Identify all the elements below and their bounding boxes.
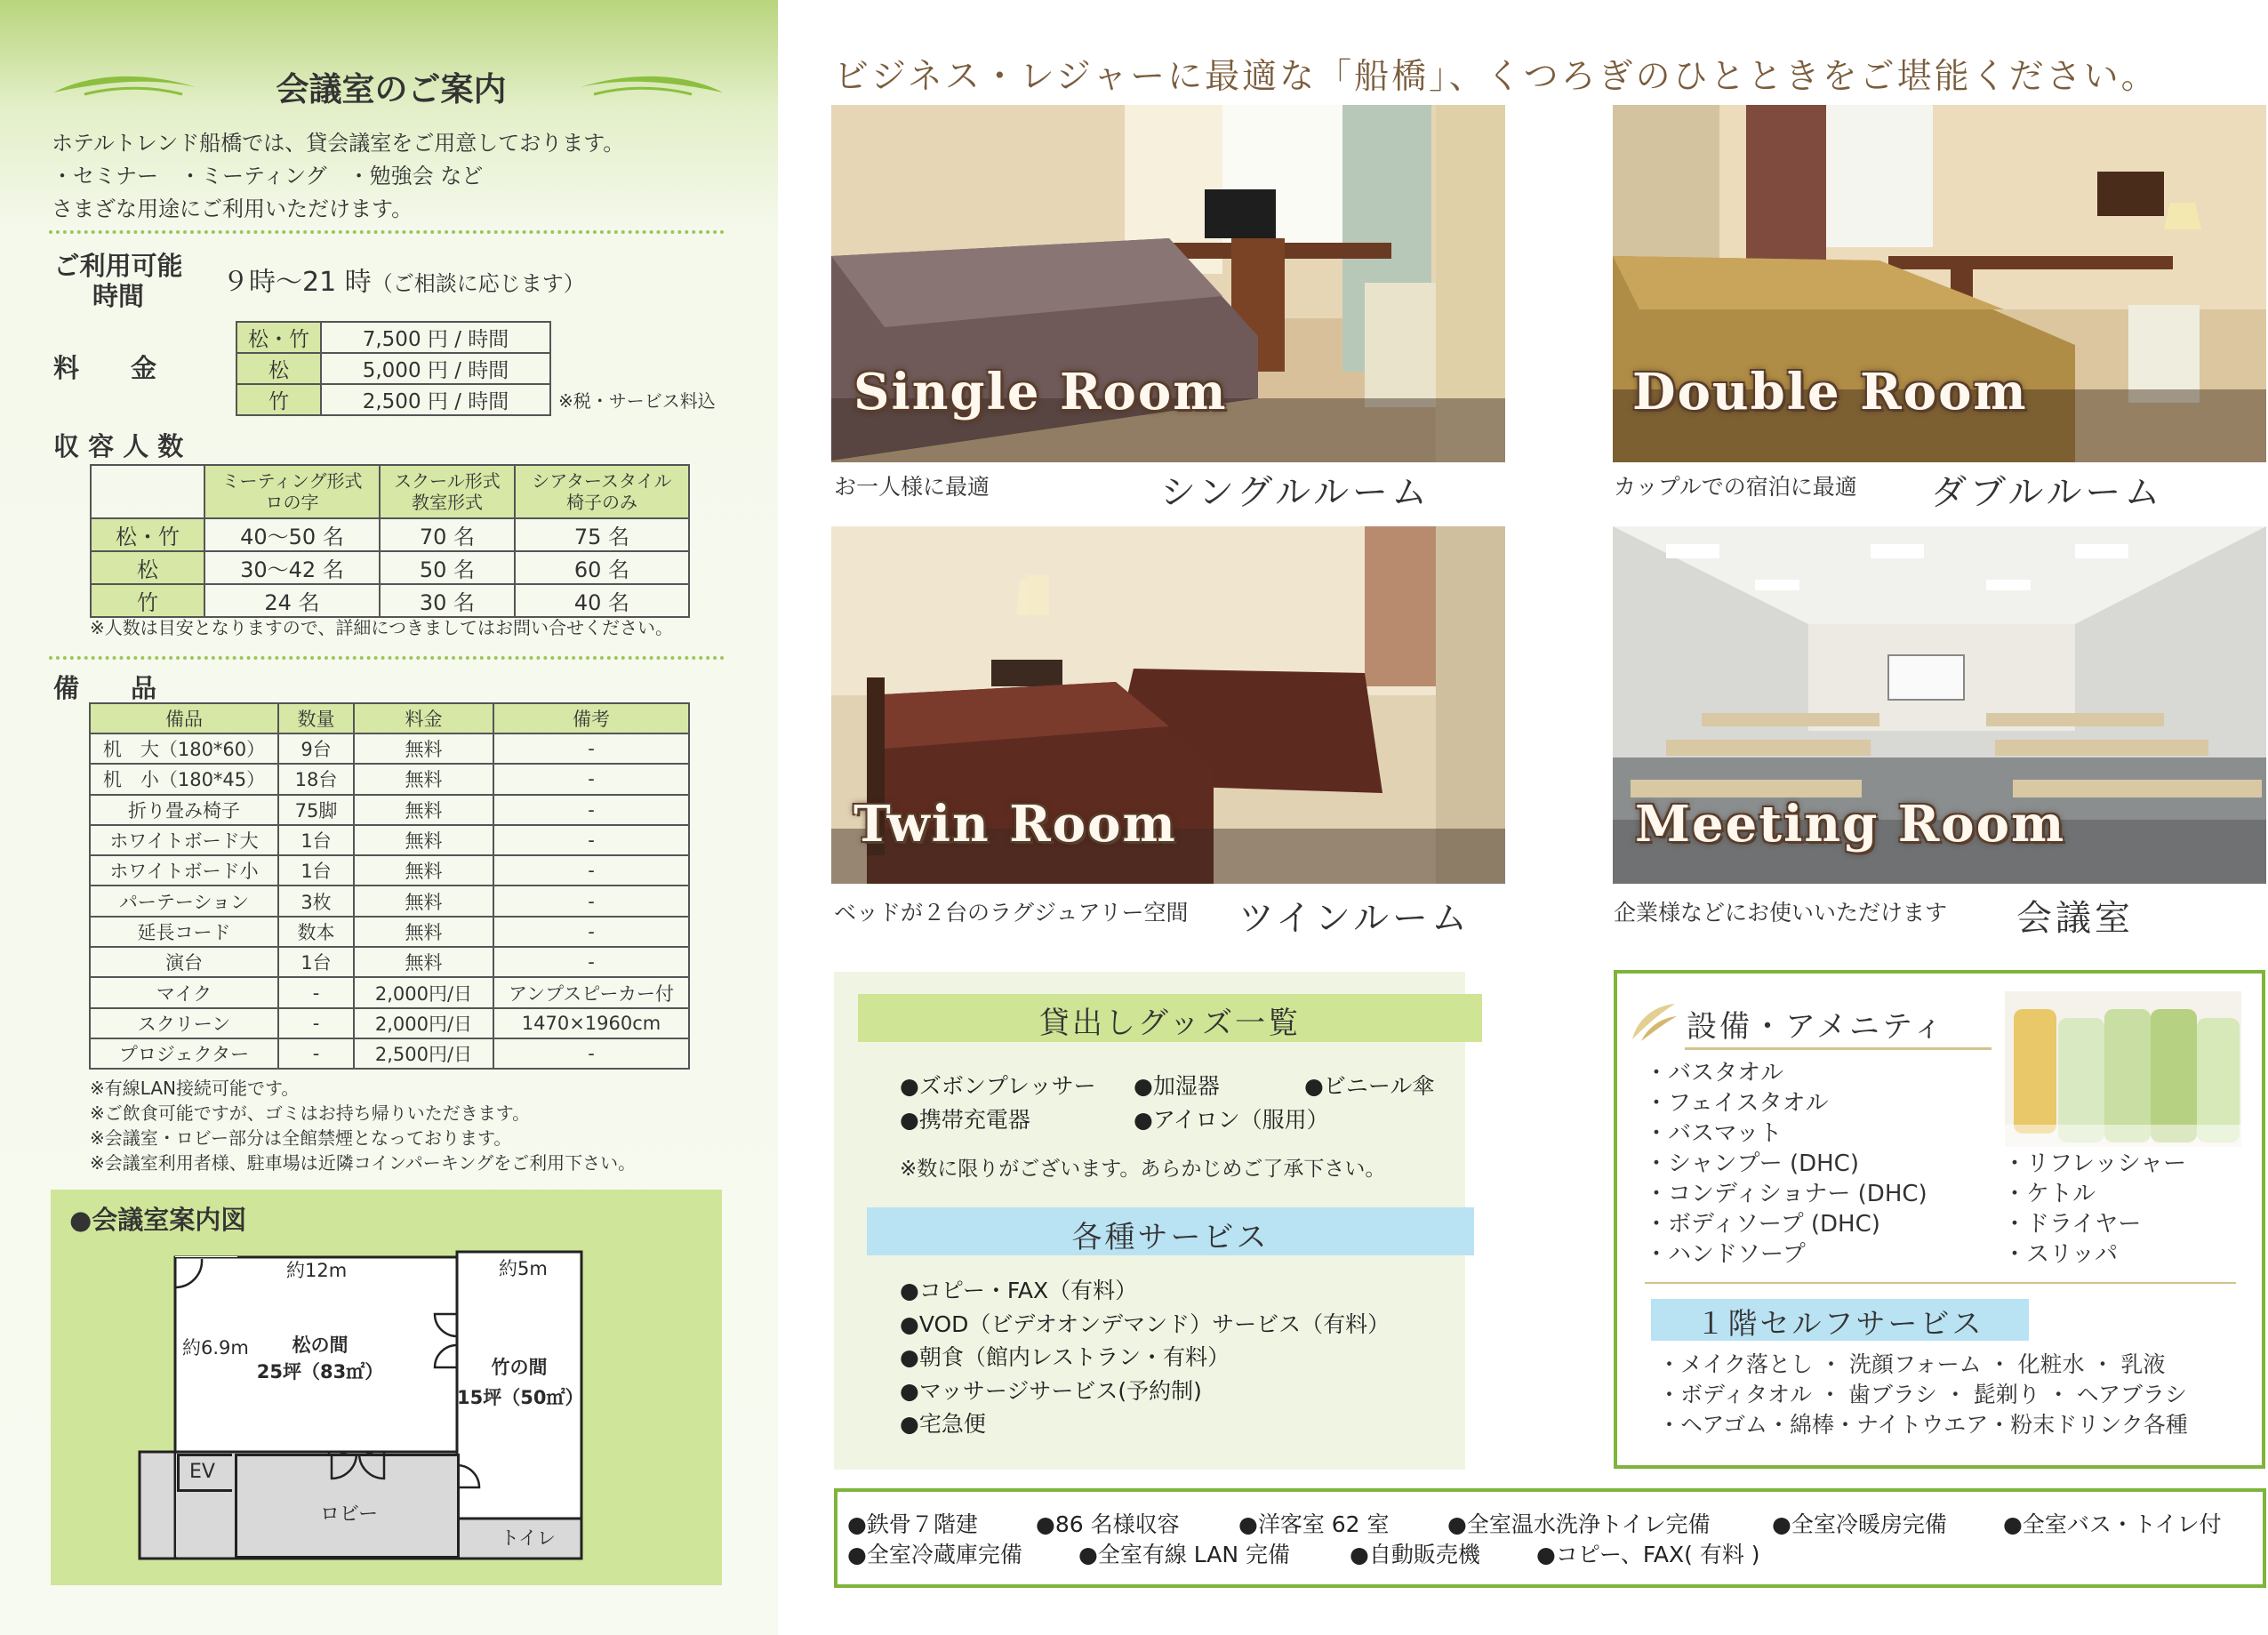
equipment-header: 料金 <box>354 703 493 733</box>
equipment-row <box>90 917 689 947</box>
intro-line: さまざな用途にご利用いただけます。 <box>52 196 413 221</box>
equipment-row <box>90 1008 689 1038</box>
amenity-divider <box>1645 1282 2236 1284</box>
capacity-value: 30〜42 名 <box>204 551 380 584</box>
capacity-label: 収 容 人 数 <box>53 431 184 461</box>
price-table <box>236 321 551 416</box>
equipment-cell: 18台 <box>278 764 354 794</box>
equipment-cell: 1台 <box>278 855 354 886</box>
price-value: 7,500 円 / 時間 <box>321 322 550 353</box>
map-width-take: 約5m <box>499 1258 548 1279</box>
amenity-item: ・ドライヤー <box>2003 1211 2142 1238</box>
capacity-room: 松 <box>91 551 204 584</box>
capacity-header-line: スクール形式 <box>394 470 501 492</box>
equipment-row <box>90 947 689 977</box>
amenity-item: ・シャンプー (DHC) <box>1645 1150 1859 1177</box>
equipment-cell: 2,500円/日 <box>354 1038 493 1069</box>
meeting-room-name: 会議室 <box>2016 898 2134 939</box>
matsu-name: 松の間 <box>292 1334 349 1356</box>
equipment-row <box>90 764 689 794</box>
capacity-header-row <box>91 465 689 518</box>
equipment-cell: 無料 <box>354 764 493 794</box>
equipment-row <box>90 977 689 1007</box>
equipment-cell: 3枚 <box>278 886 354 916</box>
price-value: 5,000 円 / 時間 <box>321 353 550 384</box>
equipment-cell: 1台 <box>278 825 354 855</box>
equipment-cell: スクリーン <box>90 1008 278 1038</box>
amenity-title-underline <box>1685 1047 1992 1050</box>
equipment-cell: 机 大（180*60） <box>90 733 278 764</box>
capacity-table <box>90 464 690 618</box>
feature-item: ●鉄骨７階建 <box>847 1511 978 1537</box>
amenity-item: ・ハンドソープ <box>1645 1241 1806 1268</box>
double-room-label: Double Room <box>1632 363 2028 421</box>
equipment-cell: 折り畳み椅子 <box>90 795 278 825</box>
service-item: ●マッサージサービス(予約制) <box>900 1377 1202 1404</box>
capacity-value: 75 名 <box>515 518 689 551</box>
equipment-label: 備 品 <box>53 673 157 703</box>
meeting-intro <box>52 127 624 226</box>
self-service-list <box>1658 1350 2188 1440</box>
equipment-cell: ホワイトボード小 <box>90 855 278 886</box>
intro-line: ホテルトレンド船橋では、貸会議室をご用意しております。 <box>52 131 625 156</box>
feature-item: ●洋客室 62 室 <box>1238 1511 1390 1537</box>
self-service-title: １階セルフサービス <box>1695 1306 1984 1341</box>
meeting-room-caption: 企業様などにお使いいただけます <box>1614 900 1948 926</box>
equipment-cell: 1470×1960cm <box>493 1008 689 1038</box>
equipment-cell: 無料 <box>354 886 493 916</box>
capacity-header-line: 椅子のみ <box>565 492 637 513</box>
goods-note: ※数に限りがございます。あらかじめご了承下さい。 <box>900 1158 1386 1181</box>
feature-item: ●自動販売機 <box>1350 1542 1480 1567</box>
capacity-header-line: ロの字 <box>265 492 319 513</box>
equipment-cell: 演台 <box>90 947 278 977</box>
equipment-cell: - <box>493 733 689 764</box>
matsu-size: 25坪（83㎡） <box>256 1361 384 1383</box>
equipment-cell: 無料 <box>354 795 493 825</box>
floor-map-title: ●会議室案内図 <box>69 1205 247 1235</box>
amenity-item: ・スリッパ <box>2003 1241 2118 1268</box>
equipment-cell: 無料 <box>354 825 493 855</box>
double-room-name: ダブルルーム <box>1931 472 2164 513</box>
amenity-item: ・フェイスタオル <box>1645 1090 1829 1117</box>
note-line: ※会議室・ロビー部分は全館禁煙となっております。 <box>90 1127 512 1149</box>
capacity-value: 70 名 <box>380 518 515 551</box>
double-room-photo <box>1613 105 2266 462</box>
price-room: 松 <box>236 353 321 384</box>
capacity-value: 60 名 <box>515 551 689 584</box>
divider <box>49 230 725 234</box>
amenity-item: ・バスマット <box>1645 1120 1783 1147</box>
equipment-header-row <box>90 703 689 733</box>
equipment-cell: 無料 <box>354 917 493 947</box>
headline: ビジネス・レジャーに最適な「船橋」、くつろぎのひとときをご堪能ください。 <box>834 57 2159 97</box>
amenity-photo <box>2005 991 2241 1147</box>
equipment-cell: - <box>493 917 689 947</box>
note-line: ※会議室利用者様、駐車場は近隣コインパーキングをご利用下さい。 <box>90 1152 637 1174</box>
take-name: 竹の間 <box>491 1357 548 1378</box>
equipment-cell: 延長コード <box>90 917 278 947</box>
equipment-cell: - <box>493 1038 689 1069</box>
equipment-cell: 机 小（180*45） <box>90 764 278 794</box>
lobby-door-icon <box>329 1452 400 1483</box>
equipment-cell: 9台 <box>278 733 354 764</box>
equipment-header: 数量 <box>278 703 354 733</box>
map-height: 約6.9m <box>182 1337 249 1358</box>
capacity-note: ※人数は目安となりますので、詳細につきましてはお問い合せください。 <box>90 617 673 638</box>
equipment-row <box>90 1038 689 1069</box>
feature-item: ●全室冷暖房完備 <box>1772 1511 1947 1537</box>
amenity-item: ・リフレッシャー <box>2003 1150 2187 1177</box>
capacity-header-line: ミーティング形式 <box>221 470 363 492</box>
equipment-cell: 1台 <box>278 947 354 977</box>
price-row <box>236 384 550 415</box>
service-item: ●朝食（館内レストラン・有料） <box>900 1344 1230 1370</box>
twin-room-caption: ベッドが２台のラグジュアリー空間 <box>834 900 1189 926</box>
hours-value <box>222 260 585 299</box>
capacity-header <box>204 465 380 518</box>
price-label: 料 金 <box>53 353 157 383</box>
amenity-left-list <box>1645 1058 1927 1270</box>
price-row <box>236 322 550 353</box>
equipment-cell: - <box>278 977 354 1007</box>
twin-room-name: ツインルーム <box>1238 898 1471 939</box>
equipment-cell: - <box>493 764 689 794</box>
capacity-value: 24 名 <box>204 584 380 617</box>
capacity-row <box>91 518 689 551</box>
amenity-item: ・バスタオル <box>1645 1060 1784 1086</box>
equipment-cell: - <box>493 855 689 886</box>
capacity-header <box>515 465 689 518</box>
equipment-table <box>89 702 690 1070</box>
capacity-header-line: シアタースタイル <box>532 470 672 492</box>
service-item: ●コピー・FAX（有料） <box>900 1278 1138 1303</box>
map-ev: EV <box>189 1461 215 1483</box>
hours-label-line: 時間 <box>92 281 144 311</box>
meeting-title: 会議室のご案内 <box>276 69 507 108</box>
amenity-title: 設備・アメニティ <box>1687 1009 1946 1045</box>
equipment-cell: - <box>493 947 689 977</box>
amenity-item: ・ボディソープ (DHC) <box>1645 1211 1880 1238</box>
capacity-value: 50 名 <box>380 551 515 584</box>
capacity-room: 松・竹 <box>91 518 204 551</box>
leaf-emblem-icon <box>1629 1000 1679 1043</box>
self-service-line: ・メイク落とし ・ 洗顔フォーム ・ 化粧水 ・ 乳液 <box>1658 1351 2166 1377</box>
capacity-header <box>380 465 515 518</box>
capacity-value: 40 名 <box>515 584 689 617</box>
map-lobby: ロビー <box>320 1503 379 1526</box>
meeting-room-photo <box>1613 526 2266 884</box>
single-room-photo <box>831 105 1505 462</box>
equipment-row <box>90 795 689 825</box>
equipment-header: 備品 <box>90 703 278 733</box>
equipment-cell: パーテーション <box>90 886 278 916</box>
goods-title: 貸出しグッズ一覧 <box>1038 1006 1302 1041</box>
map-matsu <box>240 1332 400 1385</box>
capacity-corner <box>91 465 204 518</box>
feature-item: ●全室温水洗浄トイレ完備 <box>1447 1511 1711 1537</box>
twin-room-label: Twin Room <box>854 795 1177 854</box>
services-list <box>900 1274 1390 1441</box>
goods-item: ●アイロン（服用） <box>1134 1107 1329 1133</box>
equipment-cell: ホワイトボード大 <box>90 825 278 855</box>
meeting-room-label: Meeting Room <box>1635 795 2066 854</box>
equipment-cell: - <box>278 1008 354 1038</box>
feature-item: ●86 名様収容 <box>1036 1511 1180 1537</box>
equipment-row <box>90 886 689 916</box>
service-item: ●VOD（ビデオオンデマンド）サービス（有料） <box>900 1310 1390 1337</box>
price-room: 竹 <box>236 384 321 415</box>
price-note: ※税・サービス料込 <box>558 390 716 412</box>
equipment-cell: 数本 <box>278 917 354 947</box>
equipment-row <box>90 733 689 764</box>
feature-item: ●全室冷蔵庫完備 <box>847 1542 1022 1567</box>
goods-item: ●携帯充電器 <box>900 1107 1030 1133</box>
services-title: 各種サービス <box>1071 1220 1270 1255</box>
feature-item: ●全室有線 LAN 完備 <box>1078 1542 1291 1567</box>
single-room-name: シングルルーム <box>1160 472 1431 513</box>
amenity-bottles-illustration <box>2005 991 2241 1147</box>
capacity-value: 30 名 <box>380 584 515 617</box>
hours-text: ９時〜21 時 <box>222 267 372 298</box>
note-line: ※ご飲食可能ですが、ゴミはお持ち帰りいただきます。 <box>90 1102 531 1124</box>
double-room-caption: カップルでの宿泊に最適 <box>1614 474 1857 500</box>
price-value: 2,500 円 / 時間 <box>321 384 550 415</box>
equipment-header: 備考 <box>493 703 689 733</box>
equipment-cell: - <box>493 886 689 916</box>
equipment-cell: プロジェクター <box>90 1038 278 1069</box>
goods-item: ●ビニール傘 <box>1304 1073 1435 1099</box>
hours-label <box>52 251 185 311</box>
map-width-matsu: 約12m <box>286 1260 348 1281</box>
self-service-line: ・ボディタオル ・ 歯ブラシ ・ 髭剃り ・ ヘアブラシ <box>1658 1382 2187 1407</box>
equipment-cell: - <box>493 795 689 825</box>
price-row <box>236 353 550 384</box>
equipment-cell: - <box>493 825 689 855</box>
equipment-cell: 無料 <box>354 947 493 977</box>
amenity-right-list <box>2003 1149 2186 1270</box>
equipment-row <box>90 855 689 886</box>
twin-room-photo <box>831 526 1505 884</box>
goods-item: ●加湿器 <box>1134 1073 1220 1099</box>
capacity-row <box>91 551 689 584</box>
equipment-cell: 2,000円/日 <box>354 1008 493 1038</box>
amenity-item: ・ケトル <box>2003 1181 2096 1207</box>
single-room-label: Single Room <box>854 363 1228 421</box>
amenity-item: ・コンディショナー (DHC) <box>1645 1181 1927 1207</box>
note-line: ※有線LAN接続可能です。 <box>90 1078 300 1099</box>
equipment-cell: 2,000円/日 <box>354 977 493 1007</box>
map-toilet: トイレ <box>501 1527 556 1549</box>
service-item: ●宅急便 <box>900 1411 986 1437</box>
goods-item: ●ズボンプレッサー <box>900 1073 1096 1099</box>
divider <box>49 656 725 660</box>
equipment-cell: 75脚 <box>278 795 354 825</box>
self-service-line: ・ヘアゴム・綿棒・ナイトウエア・粉末ドリンク各種 <box>1658 1412 2188 1438</box>
equipment-cell: 無料 <box>354 855 493 886</box>
equipment-cell: マイク <box>90 977 278 1007</box>
capacity-row <box>91 584 689 617</box>
capacity-header-line: 教室形式 <box>411 492 483 513</box>
single-room-caption: お一人様に最適 <box>834 474 990 500</box>
hours-note: （ご相談に応じます） <box>371 271 585 296</box>
price-room: 松・竹 <box>236 322 321 353</box>
capacity-value: 40〜50 名 <box>204 518 380 551</box>
capacity-room: 竹 <box>91 584 204 617</box>
equipment-row <box>90 825 689 855</box>
equipment-cell: - <box>278 1038 354 1069</box>
take-size: 15坪（50㎡） <box>457 1387 584 1408</box>
meeting-notes <box>90 1076 636 1175</box>
equipment-cell: 無料 <box>354 733 493 764</box>
hours-label-line: ご利用可能 <box>53 251 183 281</box>
map-take <box>457 1352 584 1413</box>
feature-item: ●全室バス・トイレ付 <box>2003 1511 2222 1537</box>
feature-item: ●コピー、FAX( 有料 ) <box>1536 1542 1760 1567</box>
intro-line: ・セミナー ・ミーティング ・勉強会 など <box>52 164 484 188</box>
equipment-cell: アンプスピーカー付 <box>493 977 689 1007</box>
